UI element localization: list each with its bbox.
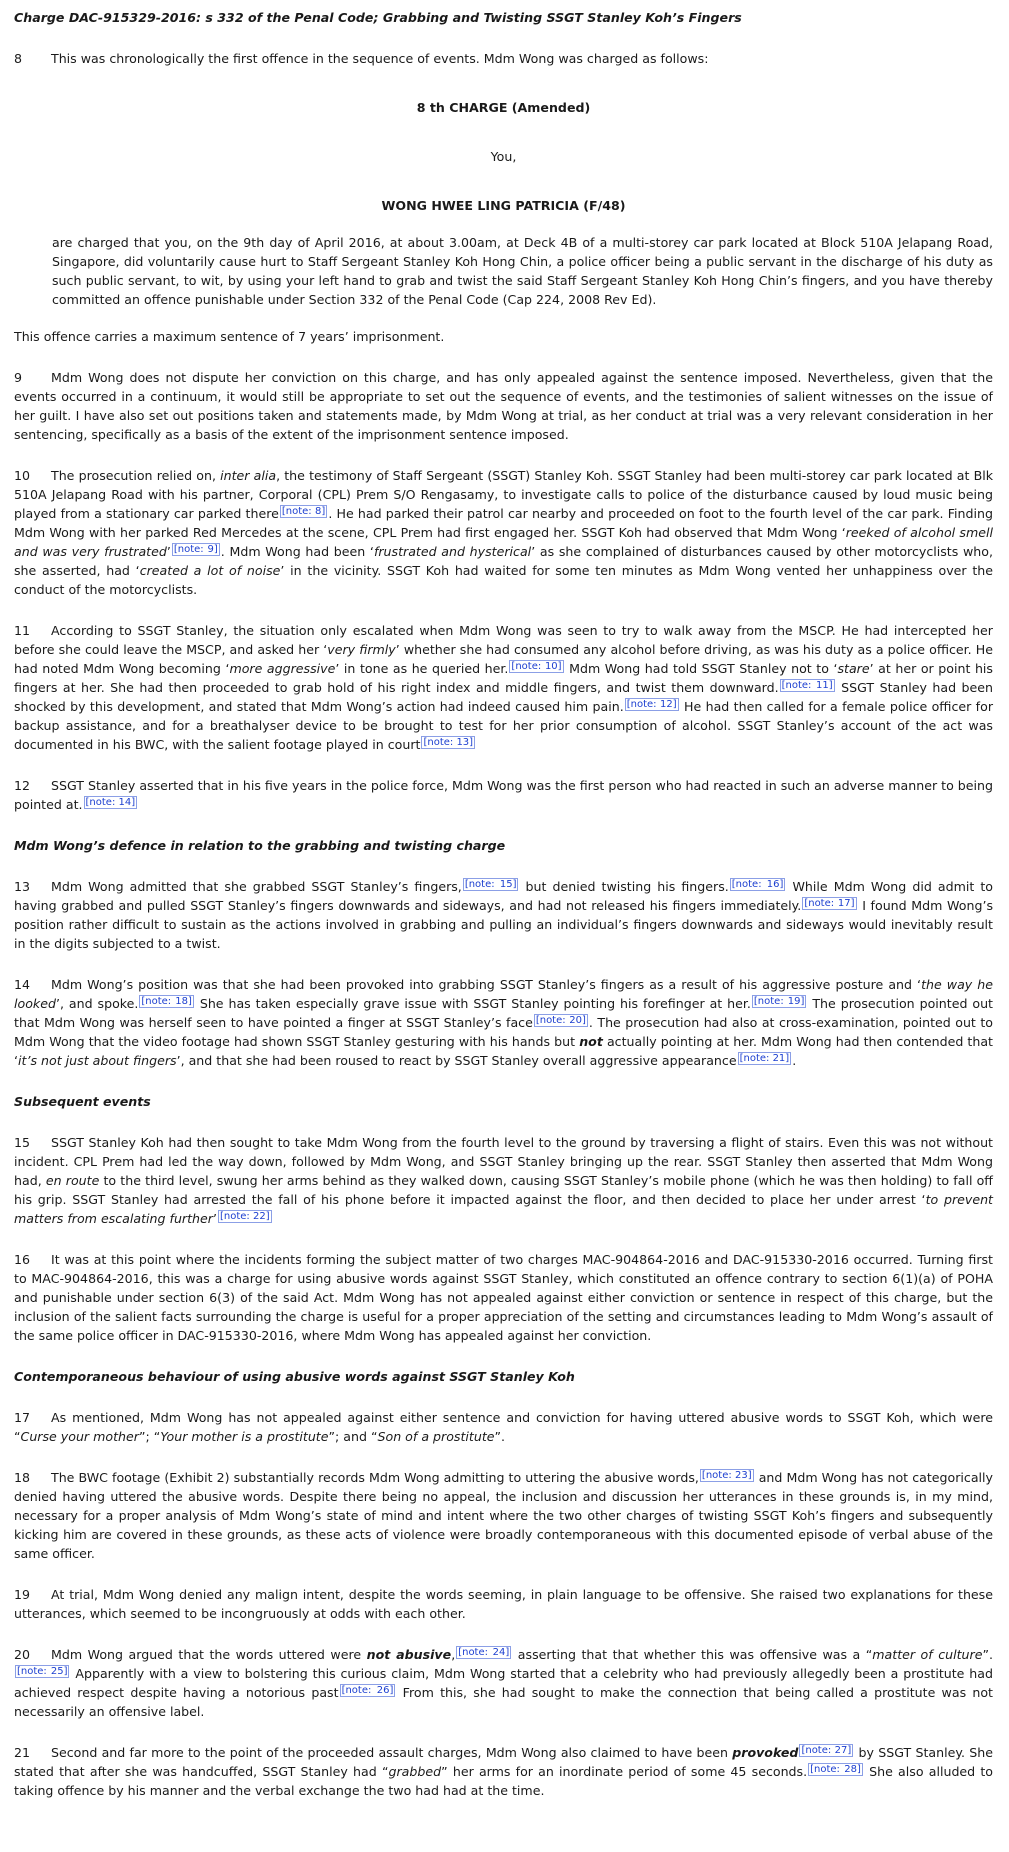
text-run: He had then called for a female police officer for backup assistance, and for a breathalyser device to be brought to test for her prior consumption of alcohol. SSGT Stanley’s account of the act was documented in his BWC, with the salient footage played in court [14, 699, 994, 752]
paragraph-number: 9 [14, 370, 23, 385]
paragraph-12 [14, 776, 993, 814]
paragraph-number: 18 [14, 1470, 31, 1485]
text-run: and Mdm Wong has not categorically denied having uttered the abusive words. Despite there being no appeal, the inclusion and discussion her utterances in these grounds is, in my mind, necessary for a proper analysis of Mdm Wong’s state of mind and intent where the two other charges of twisting SSGT Koh’s fingers and subsequently kicking him are covered in these grounds, as these acts of violence were broadly contemporaneous with this documented episode of verbal abuse of the same officer. [14, 1470, 993, 1561]
footnote-link[interactable]: [note: 14] [85, 797, 136, 808]
paragraph-number: 19 [14, 1587, 31, 1602]
text-run: not [579, 1034, 603, 1049]
text-run: ’ as she complained of disturbances caused by other motorcyclists who, she asserted, had ‘ [14, 544, 993, 578]
paragraph-17 [14, 1408, 993, 1446]
paragraph-19 [14, 1585, 993, 1623]
text-run: Mdm Wong had told SSGT Stanley not to ‘ [564, 661, 838, 676]
footnote-link[interactable]: [note: 20] [535, 1015, 586, 1026]
text-run: , the testimony of Staff Sergeant (SSGT) Stanley Koh. SSGT Stanley had been multi-storey car park located at Blk 510A Jelapang Road with his partner, Corporal (CPL) Prem S/O Rengasamy, to investigate calls to police of the disturbance caused by loud music being played from a stationary car parked there [14, 468, 994, 521]
footnote-link[interactable]: [note: 19] [753, 996, 805, 1007]
text-run: Mdm Wong admitted that she grabbed SSGT Stanley’s fingers, [51, 879, 462, 894]
paragraph-10 [14, 466, 993, 599]
charge-name: WONG HWEE LING PATRICIA (F/48) [381, 198, 626, 213]
text-run: ’ in the vicinity. SSGT Koh had waited for some ten minutes as Mdm Wong vented her unhappiness over the conduct of the motorcyclists. [14, 563, 993, 597]
text-run: I found Mdm Wong’s position rather difficult to sustain as the actions involved in grabbing and pulling an individual’s fingers downwards and sideways would inevitably result in the digits subjected to a twist. [14, 898, 994, 951]
text-run: actually pointing at her. Mdm Wong had then contended that ‘ [14, 1034, 993, 1068]
footnote-link[interactable]: [note: 22] [219, 1211, 270, 1222]
paragraph-13 [14, 877, 993, 953]
footnote-link[interactable]: [note: 25] [17, 1666, 68, 1677]
text-run: the way he looked [14, 977, 994, 1011]
text-run: SSGT Stanley asserted that in his five years in the police force, Mdm Wong was the first person who had reacted in such an adverse manner to being pointed at. [14, 778, 993, 812]
paragraph-number: 20 [14, 1647, 31, 1662]
text-run: The BWC footage (Exhibit 2) substantially records Mdm Wong admitting to uttering the abusive words, [51, 1470, 699, 1485]
text-run: but denied twisting his fingers. [519, 879, 729, 894]
text-run: . Mdm Wong had been ‘ [220, 544, 374, 559]
footnote-link[interactable]: [note: 13] [423, 737, 474, 748]
text-run: to the third level, swung her arms behind as they walked down, causing SSGT Stanley’s mobile phone (which he was then holding) to fall off his grip. SSGT Stanley had arrested the fall of his phone before it impacted against the floor, and then decided to place her under arrest ‘ [14, 1173, 993, 1207]
text-run: According to SSGT Stanley, the situation only escalated when Mdm Wong was seen to try to walk away from the MSCP. He had intercepted her before she could leave the MSCP, and asked her ‘ [14, 623, 993, 657]
text-run: While Mdm Wong did admit to having grabbed and pulled SSGT Stanley’s fingers downwards and sideways, and had not released his fingers immediately. [14, 879, 993, 913]
text-run: ’ at her or point his fingers at her. She had then proceeded to grab hold of his right index and middle fingers, and twist them downward. [14, 661, 993, 695]
text-run: As mentioned, Mdm Wong has not appealed against either sentence and conviction for having uttered abusive words to SSGT Koh, which were “ [14, 1410, 993, 1444]
text-run: provoked [732, 1745, 799, 1760]
footnote-link[interactable]: [note: 28] [810, 1764, 861, 1775]
footnote-link[interactable]: [note: 8] [281, 506, 326, 517]
text-run: ’, and that she had been roused to react by SSGT Stanley overall aggressive appearance [176, 1053, 737, 1068]
footnote-link[interactable]: [note: 24] [458, 1647, 510, 1658]
paragraph-number: 14 [14, 977, 31, 992]
paragraph-number: 10 [14, 468, 31, 483]
text-run: The prosecution relied on, [51, 468, 216, 483]
text-run: not abusive [366, 1647, 452, 1662]
text-run: ’ whether she had consumed any alcohol before driving, as was his duty as a police officer. He had noted Mdm Wong becoming ‘ [14, 642, 993, 676]
paragraph-number: 12 [14, 778, 31, 793]
text-run: At trial, Mdm Wong denied any malign intent, despite the words seeming, in plain language to be offensive. She raised two explanations for these utterances, which seemed to be incongruously at odds with each other. [14, 1587, 993, 1621]
section-heading-subsequent-events: Subsequent events [14, 1094, 151, 1109]
paragraph-number: 8 [14, 51, 23, 66]
text-run: ” her arms for an inordinate period of some 45 seconds. [441, 1764, 808, 1779]
footnote-link[interactable]: [note: 17] [804, 898, 855, 909]
text-run: ”. [494, 1429, 506, 1444]
footnote-link[interactable]: [note: 18] [141, 996, 192, 1007]
footnote-link[interactable]: [note: 15] [464, 879, 517, 890]
paragraph-21 [14, 1743, 993, 1800]
text-run: ’, and spoke. [55, 996, 139, 1011]
text-run: ’ [166, 544, 171, 559]
charge-title: 8 th CHARGE (Amended) [416, 100, 591, 115]
text-run: . The prosecution had also at cross-examination, pointed out to Mdm Wong that the video footage had shown SSGT Stanley gesturing with his hands but [14, 1015, 993, 1049]
text-run: ”; and “ [328, 1429, 378, 1444]
text-run: more aggressive [229, 661, 336, 676]
footnote-link[interactable]: [note: 11] [781, 680, 833, 691]
footnote-link[interactable]: [note: 23] [701, 1470, 752, 1481]
text-run: , [451, 1647, 456, 1662]
text-run: ’ in tone as he queried her. [335, 661, 509, 676]
text-run: Son of a prostitute [377, 1429, 495, 1444]
text-run: asserting that that whether this was offensive was a “ [512, 1647, 873, 1662]
text-run: It was at this point where the incidents forming the subject matter of two charges MAC-904864-2016 and DAC-915330-2016 occurred. Turning first to MAC-904864-2016, this was a charge for using abusive words against SSGT Stanley, which constituted an offence contrary to section 6(1)(a) of POHA and punishable under section 6(3) of the said Act. Mdm Wong has not appealed against either conviction or sentence in respect of this charge, but the inclusion of the salient facts surrounding the charge is useful for a proper appreciation of the setting and circumstances leading to Mdm Wong’s assault of the same police officer in DAC-915330-2016, where Mdm Wong has appealed against her conviction. [14, 1252, 993, 1343]
text-run: very firmly [327, 642, 396, 657]
text-run: grabbed [388, 1764, 442, 1779]
text-run: Mdm Wong’s position was that she had been provoked into grabbing SSGT Stanley’s fingers as a result of his aggressive posture and ‘ [51, 977, 922, 992]
footnote-link[interactable]: [note: 21] [739, 1053, 790, 1064]
section-heading-abusive-words: Contemporaneous behaviour of using abusive words against SSGT Stanley Koh [14, 1369, 575, 1384]
text-run: She also alluded to taking offence by his manner and the verbal exchange the two had had at the time. [14, 1764, 994, 1798]
charge-you: You, [490, 149, 517, 164]
footnote-link[interactable]: [note: 27] [801, 1745, 852, 1756]
text-run: SSGT Stanley Koh had then sought to take Mdm Wong from the fourth level to the ground by traversing a flight of stairs. Even this was not without incident. CPL Prem had led the way down, followed by Mdm Wong, and SSGT Stanley bringing up the rear. SSGT Stanley then asserted that Mdm Wong had, [14, 1135, 993, 1188]
text-run: ”; “ [138, 1429, 161, 1444]
footnote-link[interactable]: [note: 12] [626, 699, 677, 710]
text-run: Mdm Wong argued that the words uttered were [51, 1647, 367, 1662]
paragraph-number: 15 [14, 1135, 31, 1150]
paragraph-8 [14, 49, 993, 68]
paragraph-16 [14, 1250, 993, 1345]
text-run: created a lot of noise [139, 563, 281, 578]
text-run: reeked of alcohol smell and was very frustrated [14, 525, 993, 559]
paragraph-18 [14, 1468, 993, 1563]
footnote-link[interactable]: [note: 26] [341, 1685, 394, 1696]
section-heading-charge: Charge DAC-915329-2016: s 332 of the Penal Code; Grabbing and Twisting SSGT Stanley Koh’s Fingers [14, 10, 742, 25]
footnote-link[interactable]: [note: 9] [173, 544, 218, 555]
section-heading-defence: Mdm Wong’s defence in relation to the grabbing and twisting charge [14, 838, 506, 853]
text-run: ”. [982, 1647, 993, 1662]
text-run: inter alia [220, 468, 277, 483]
text-run: SSGT Stanley had been shocked by this development, and stated that Mdm Wong’s action had indeed caused him pain. [14, 680, 993, 714]
text-run: From this, she had sought to make the connection that being called a prostitute was not necessarily an offensive label. [14, 1685, 993, 1719]
text-run: She has taken especially grave issue with SSGT Stanley pointing his forefinger at her. [194, 996, 751, 1011]
text-run: stare [837, 661, 870, 676]
paragraph-text: This was chronologically the first offence in the sequence of events. Mdm Wong was charged as follows: [51, 51, 709, 66]
footnote-link[interactable]: [note: 16] [731, 879, 784, 890]
paragraph-15 [14, 1133, 993, 1228]
text-run: Your mother is a prostitute [160, 1429, 329, 1444]
text-run: The prosecution pointed out that Mdm Wong was herself seen to have pointed a finger at SSGT Stanley’s face [14, 996, 993, 1030]
footnote-link[interactable]: [note: 10] [511, 661, 562, 672]
text-run: . [792, 1053, 797, 1068]
paragraph-9 [14, 368, 993, 444]
text-run: en route [45, 1173, 100, 1188]
paragraph-number: 13 [14, 879, 31, 894]
text-run: by SSGT Stanley. She stated that after she was handcuffed, SSGT Stanley had “ [14, 1745, 994, 1779]
paragraph-text: Mdm Wong does not dispute her conviction on this charge, and has only appealed against the sentence imposed. Nevertheless, given that the events occurred in a continuum, it would still be appropriate to set out the sequence of events, and the testimonies of salient witnesses on the issue of her guilt. I have also set out positions taken and statements made, by Mdm Wong at trial, as her conduct at trial was a very relevant consideration in her sentencing, specifically as a basis of the extent of the imprisonment sentence imposed. [14, 370, 993, 442]
paragraph-number: 16 [14, 1252, 31, 1267]
paragraph-number: 21 [14, 1745, 31, 1760]
max-sentence-text: This offence carries a maximum sentence of 7 years’ imprisonment. [14, 329, 445, 344]
text-run: Curse your mother [20, 1429, 139, 1444]
text-run: Apparently with a view to bolstering this curious claim, Mdm Wong started that a celebrity who had previously allegedly been a prostitute had achieved respect despite having a notorious past [14, 1666, 993, 1700]
text-run: . He had parked their patrol car nearby and proceeded on foot to the fourth level of the car park. Finding Mdm Wong with her parked Red Mercedes at the scene, CPL Prem had first engaged her. SSGT Koh had observed that Mdm Wong ‘ [14, 506, 993, 540]
paragraph-number: 11 [14, 623, 31, 638]
text-run: ’ [212, 1211, 217, 1226]
text-run: it’s not just about fingers [18, 1053, 177, 1068]
charge-text: are charged that you, on the 9th day of April 2016, at about 3.00am, at Deck 4B of a multi-storey car park located at Block 510A Jelapang Road, Singapore, did voluntarily cause hurt to Staff Sergeant Stanley Koh Hong Chin, a police officer being a public servant in the discharge of his duty as such public servant, to wit, by using your left hand to grab and twist the said Staff Sergeant Stanley Koh Hong Chin’s fingers, and you have thereby committed an offence punishable under Section 332 of the Penal Code (Cap 224, 2008 Rev Ed). [52, 235, 993, 307]
paragraph-14 [14, 975, 993, 1070]
paragraph-11 [14, 621, 993, 754]
text-run: matter of culture [872, 1647, 983, 1662]
paragraph-number: 17 [14, 1410, 31, 1425]
paragraph-20 [14, 1645, 993, 1721]
text-run: to prevent matters from escalating further [14, 1192, 993, 1226]
text-run: Second and far more to the point of the proceeded assault charges, Mdm Wong also claimed to have been [51, 1745, 733, 1760]
text-run: frustrated and hysterical [373, 544, 532, 559]
